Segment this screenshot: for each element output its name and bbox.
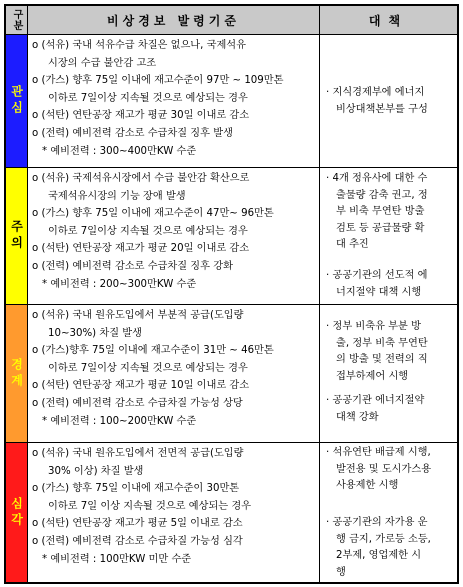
condition-line: o (전력) 예비전력 감소로 수급차질 가능성 상당 [32, 397, 243, 409]
action-line: · 공공기관의 선도적 에 [326, 270, 428, 281]
action-line: 대책 강화 [336, 411, 379, 423]
reserve-power-note: * 예비전력 : 300~400만KW 수준 [42, 145, 197, 157]
level-row-alert [6, 305, 457, 443]
condition-line: o (석탄) 연탄공장 재고가 평균 20일 이내로 감소 [32, 243, 250, 255]
level-name: 관심 [9, 85, 24, 117]
action-line: · 정부 비축유 부분 방 [326, 321, 421, 332]
action-line: 사용제한 시행 [336, 480, 399, 491]
condition-line: 이하로 7일이상 지속될 것으로 예상되는 경우 [48, 92, 248, 104]
action-line: · 지식경제부에 에너지 [326, 87, 425, 98]
conditions-cell [28, 168, 320, 304]
action-line: 발전용 및 도시가스용 [336, 463, 432, 475]
action-line: 대 추진 [336, 239, 369, 250]
level-label-serious [6, 443, 28, 582]
reserve-power-note: * 예비전력 : 200~300만KW 수준 [42, 278, 197, 290]
conditions-cell [28, 443, 320, 582]
header-conditions: 비상경보 발령기준 [28, 6, 320, 34]
condition-line: o (전력) 예비전력 감소로 수급차질 징후 강화 [32, 260, 233, 272]
action-line: 의 방출 및 전력의 직 [336, 354, 428, 365]
condition-line: o (석유) 국내 원유도입에서 부분적 공급(도입량 [32, 310, 244, 321]
condition-line: o (석유) 국내 원유도입에서 전면적 공급(도입량 [32, 448, 244, 459]
header-category: 구분 [6, 6, 28, 34]
actions-cell [320, 443, 457, 582]
level-row-interest [6, 35, 457, 168]
action-line: · 공공기관 에너지절약 [326, 395, 425, 406]
action-line: · 공공기관의 자가용 운 [326, 517, 428, 528]
emergency-alert-table [4, 4, 459, 584]
condition-line: o (가스) 향후 75일 이내에 재고수준이 97만 ~ 109만톤 [32, 75, 284, 87]
level-name: 심각 [9, 496, 24, 529]
level-label-alert [6, 305, 28, 442]
conditions-cell [28, 305, 320, 442]
action-line: 행 [336, 566, 346, 578]
action-line: 출, 정부 비축 무연탄 [336, 337, 428, 349]
condition-line: 이하로 7일이상 지속될 것으로 예상되는 경우 [48, 362, 248, 374]
conditions-cell [28, 35, 320, 167]
action-line: 접부하제어 시행 [336, 370, 409, 382]
action-line: 비상대책본부를 구성 [336, 103, 428, 115]
action-line: 부 비축 무연탄 방출 [336, 206, 425, 217]
condition-line: 10~30%) 차질 발생 [48, 327, 142, 339]
condition-line: o (가스) 향후 75일 이내에 재고수준이 47만~ 96만톤 [32, 208, 274, 220]
table-header [6, 6, 457, 35]
condition-line: o (전력) 예비전력 감소로 수급차질 가능성 심각 [32, 535, 243, 547]
condition-line: 이하로 7일이상 지속될 것으로 예상되는 경우 [48, 225, 248, 237]
action-line: 출물량 감축 권고, 정 [336, 189, 428, 201]
condition-line: o (석탄) 연탄공장 재고가 평균 10일 이내로 감소 [32, 380, 250, 392]
condition-line: o (석탄) 연탄공장 재고가 평균 30일 이내로 감소 [32, 110, 250, 122]
actions-cell [320, 168, 457, 304]
level-label-caution [6, 168, 28, 304]
level-name: 경계 [9, 357, 24, 390]
action-line: · 석유연탄 배급제 시행, [326, 447, 431, 458]
level-row-serious [6, 443, 457, 582]
condition-line: o (전력) 예비전력 감소로 수급차질 징후 발생 [32, 127, 233, 139]
condition-line: 이하로 7일 이상 지속될 것으로 예상되는 경우 [48, 500, 252, 512]
condition-line: 국제석유시장의 기능 장애 발생 [48, 190, 186, 202]
action-line: 검토 등 공급물량 확 [336, 222, 425, 234]
condition-line: o (석탄) 연탄공장 재고가 평균 5일 이내로 감소 [32, 518, 243, 530]
condition-line: o (가스)향후 75일 이내에 재고수준이 31만 ~ 46만톤 [32, 345, 274, 357]
condition-line: o (석유) 국내 석유수급 차질은 없으나, 국제석유 [32, 40, 246, 51]
condition-line: o (석유) 국제석유시장에서 수급 불안감 확산으로 [32, 173, 250, 184]
level-row-caution [6, 168, 457, 305]
level-name: 주의 [9, 220, 24, 252]
action-line: 행 금지, 가로등 소등, [336, 533, 431, 545]
actions-cell [320, 35, 457, 167]
actions-cell [320, 305, 457, 442]
condition-line: o (가스) 향후 75일 이내에 재고수준이 30만톤 [32, 483, 240, 495]
action-line: · 4개 정유사에 대한 수 [326, 173, 428, 184]
condition-line: 시장의 수급 불안감 고조 [48, 57, 157, 69]
action-line: 2부제, 영업제한 시 [336, 550, 422, 561]
action-line: 너지절약 대책 시행 [336, 286, 422, 298]
condition-line: 30% 이상) 차질 발생 [48, 465, 144, 477]
reserve-power-note: * 예비전력 : 100만KW 미만 수준 [42, 553, 192, 565]
reserve-power-note: * 예비전력 : 100~200만KW 수준 [42, 415, 197, 427]
header-actions: 대책 [368, 13, 409, 28]
level-label-interest [6, 35, 28, 167]
